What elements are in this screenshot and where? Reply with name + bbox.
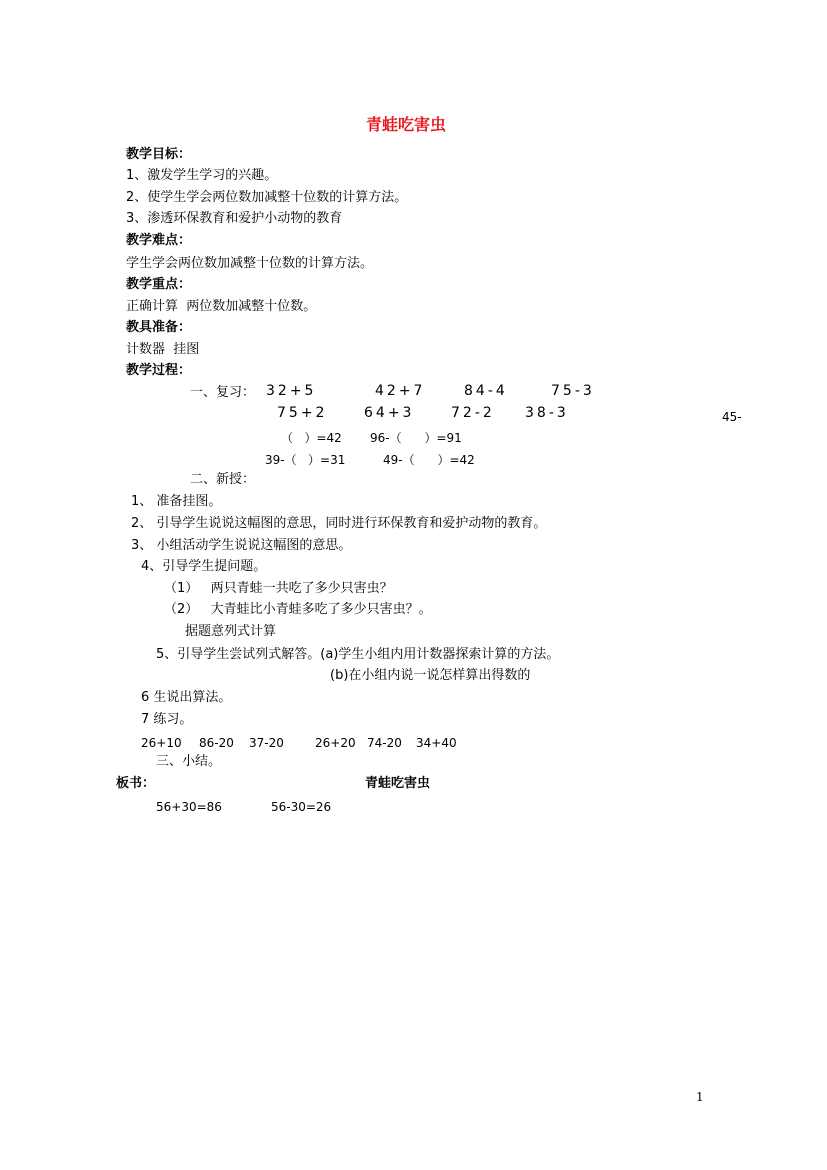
new-item: 4、引导学生提问题。 bbox=[141, 559, 267, 574]
goal-item: 3、渗透环保教育和爱护小动物的教育 bbox=[126, 211, 343, 226]
blank-expr: 49-（ ）=42 bbox=[383, 453, 475, 467]
practice-expr: 26+20 bbox=[315, 736, 356, 750]
goal-item: 1、激发学生学习的兴趣。 bbox=[126, 168, 278, 183]
new-item: 2、 引导学生说说这幅图的意思，同时进行环保教育和爱护动物的教育。 bbox=[131, 516, 547, 531]
new-item: （1） 两只青蛙一共吃了多少只害虫？ bbox=[164, 581, 393, 596]
practice-expr: 37-20 bbox=[249, 736, 284, 750]
review-expr: 64+3 bbox=[364, 405, 415, 421]
new-item: 7 练习。 bbox=[141, 712, 193, 727]
review-expr: 38-3 bbox=[525, 405, 569, 421]
new-item: 据题意列式计算 bbox=[185, 624, 277, 639]
blank-expr: 96-（ ）=91 bbox=[370, 431, 462, 445]
review-label: 一、复习： bbox=[190, 385, 256, 400]
key-text: 正确计算 两位数加减整十位数。 bbox=[126, 299, 317, 314]
review-expr: 75-3 bbox=[551, 383, 595, 399]
new-item: 3、 小组活动学生说说这幅图的意思。 bbox=[131, 538, 352, 553]
new-item: （2） 大青蛙比小青蛙多吃了多少只害虫？。 bbox=[164, 602, 432, 617]
board-equation: 56+30=86 bbox=[156, 800, 222, 814]
review-expr: 42+7 bbox=[375, 383, 426, 399]
new-item: 6 生说出算法。 bbox=[141, 690, 232, 705]
margin-note: 45- bbox=[722, 410, 742, 424]
new-item: (b)在小组内说一说怎样算出得数的 bbox=[330, 668, 531, 683]
review-expr: 84-4 bbox=[464, 383, 508, 399]
process-heading: 教学过程： bbox=[126, 363, 192, 378]
page-number: 1 bbox=[696, 1090, 704, 1104]
practice-expr: 74-20 bbox=[367, 736, 402, 750]
practice-expr: 86-20 bbox=[199, 736, 234, 750]
goal-item: 2、使学生学会两位数加减整十位数的计算方法。 bbox=[126, 190, 408, 205]
practice-expr: 34+40 bbox=[416, 736, 457, 750]
page-title: 青蛙吃害虫 bbox=[366, 115, 447, 134]
review-expr: 72-2 bbox=[451, 405, 495, 421]
summary-label: 三、小结。 bbox=[156, 754, 222, 769]
difficulty-text: 学生学会两位数加减整十位数的计算方法。 bbox=[126, 256, 374, 271]
board-label: 板书： bbox=[116, 776, 156, 791]
board-title: 青蛙吃害虫 bbox=[365, 776, 431, 791]
difficulty-heading: 教学难点： bbox=[126, 233, 192, 248]
blank-expr: （ ）=42 bbox=[281, 431, 342, 445]
new-item: 5、引导学生尝试列式解答。(a)学生小组内用计数器探索计算的方法。 bbox=[156, 647, 560, 662]
tools-heading: 教具准备： bbox=[126, 320, 192, 335]
board-equation: 56-30=26 bbox=[271, 800, 332, 814]
review-expr: 32+5 bbox=[266, 383, 317, 399]
review-expr: 75+2 bbox=[277, 405, 328, 421]
goals-heading: 教学目标： bbox=[126, 147, 192, 162]
tools-text: 计数器 挂图 bbox=[126, 342, 200, 357]
blank-expr: 39-（ ）=31 bbox=[265, 453, 346, 467]
key-heading: 教学重点： bbox=[126, 277, 192, 292]
new-item: 1、 准备挂图。 bbox=[131, 494, 222, 509]
new-label: 二、新授： bbox=[190, 472, 256, 487]
practice-expr: 26+10 bbox=[141, 736, 182, 750]
